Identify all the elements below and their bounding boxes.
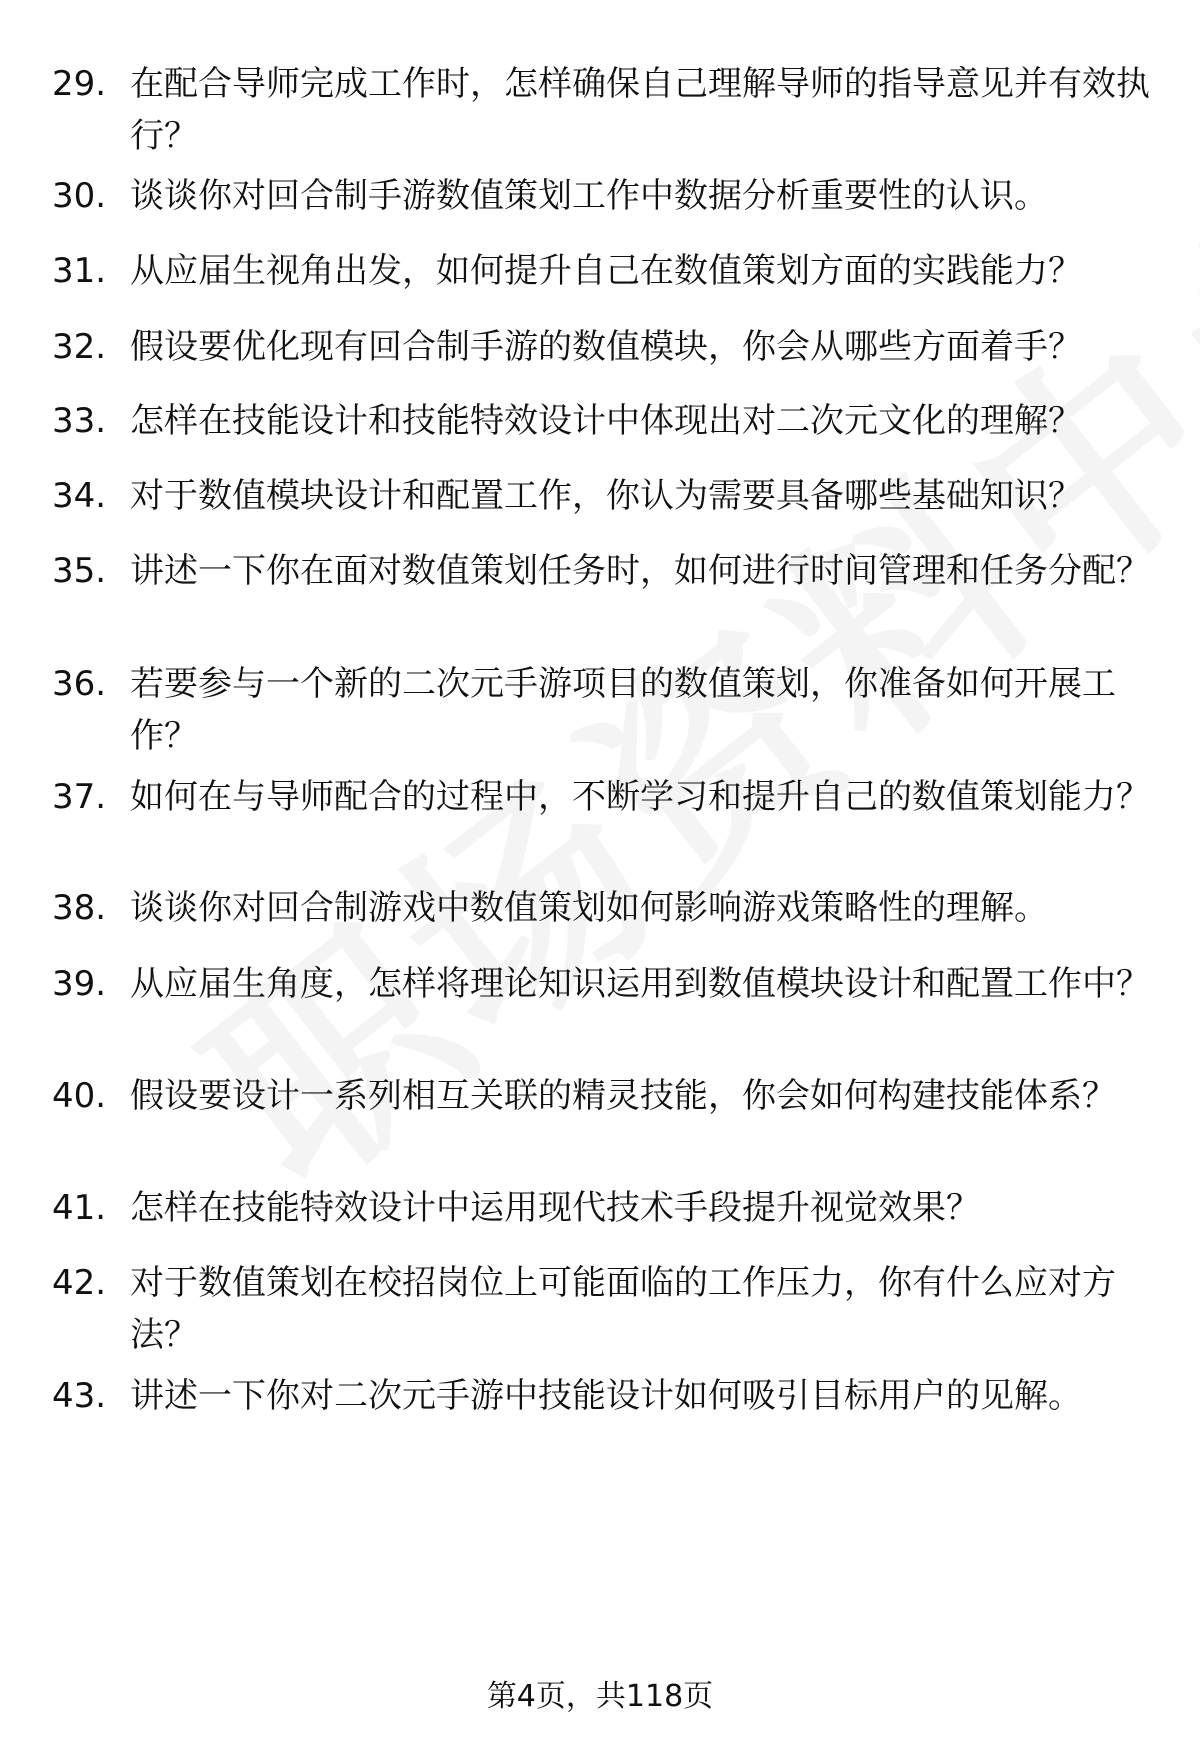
question-number: 41. xyxy=(52,1188,107,1228)
question-text: 怎样在技能设计和技能特效设计中体现出对二次元文化的理解？ xyxy=(130,401,1082,441)
question-number: 42. xyxy=(52,1263,107,1303)
question-number: 40. xyxy=(52,1076,107,1116)
page-footer: 第4页，共118页 xyxy=(486,1679,714,1714)
question-text: 假设要优化现有回合制手游的数值模块，你会从哪些方面着手？ xyxy=(130,327,1082,367)
question-number: 36. xyxy=(52,664,107,704)
question-number: 39. xyxy=(52,964,107,1004)
question-number: 43. xyxy=(52,1376,107,1416)
question-number: 38. xyxy=(52,888,107,928)
question-text: 在配合导师完成工作时，怎样确保自己理解导师的指导意见并有效执行？ xyxy=(130,64,1150,156)
question-text: 谈谈你对回合制游戏中数值策划如何影响游戏策略性的理解。 xyxy=(130,888,1048,928)
question-number: 29. xyxy=(52,64,107,104)
question-number: 34. xyxy=(52,476,107,516)
question-text: 假设要设计一系列相互关联的精灵技能，你会如何构建技能体系？ xyxy=(130,1076,1116,1116)
question-text: 若要参与一个新的二次元手游项目的数值策划，你准备如何开展工作？ xyxy=(130,664,1116,756)
question-text: 怎样在技能特效设计中运用现代技术手段提升视觉效果？ xyxy=(130,1188,980,1228)
question-number: 31. xyxy=(52,251,107,291)
question-number: 30. xyxy=(52,176,107,216)
question-number: 32. xyxy=(52,327,107,367)
question-text: 如何在与导师配合的过程中，不断学习和提升自己的数值策划能力？ xyxy=(130,777,1150,817)
question-text: 对于数值模块设计和配置工作，你认为需要具备哪些基础知识？ xyxy=(130,476,1082,516)
question-number: 33. xyxy=(52,401,107,441)
question-text: 从应届生视角出发，如何提升自己在数值策划方面的实践能力？ xyxy=(130,251,1082,291)
question-number: 35. xyxy=(52,551,107,591)
question-text: 对于数值策划在校招岗位上可能面临的工作压力，你有什么应对方法？ xyxy=(130,1263,1116,1355)
question-text: 从应届生角度，怎样将理论知识运用到数值模块设计和配置工作中？ xyxy=(130,964,1150,1004)
question-text: 讲述一下你在面对数值策划任务时，如何进行时间管理和任务分配？ xyxy=(130,551,1150,591)
question-text: 谈谈你对回合制手游数值策划工作中数据分析重要性的认识。 xyxy=(130,176,1048,216)
question-number: 37. xyxy=(52,777,107,817)
question-text: 讲述一下你对二次元手游中技能设计如何吸引目标用户的见解。 xyxy=(130,1376,1082,1416)
